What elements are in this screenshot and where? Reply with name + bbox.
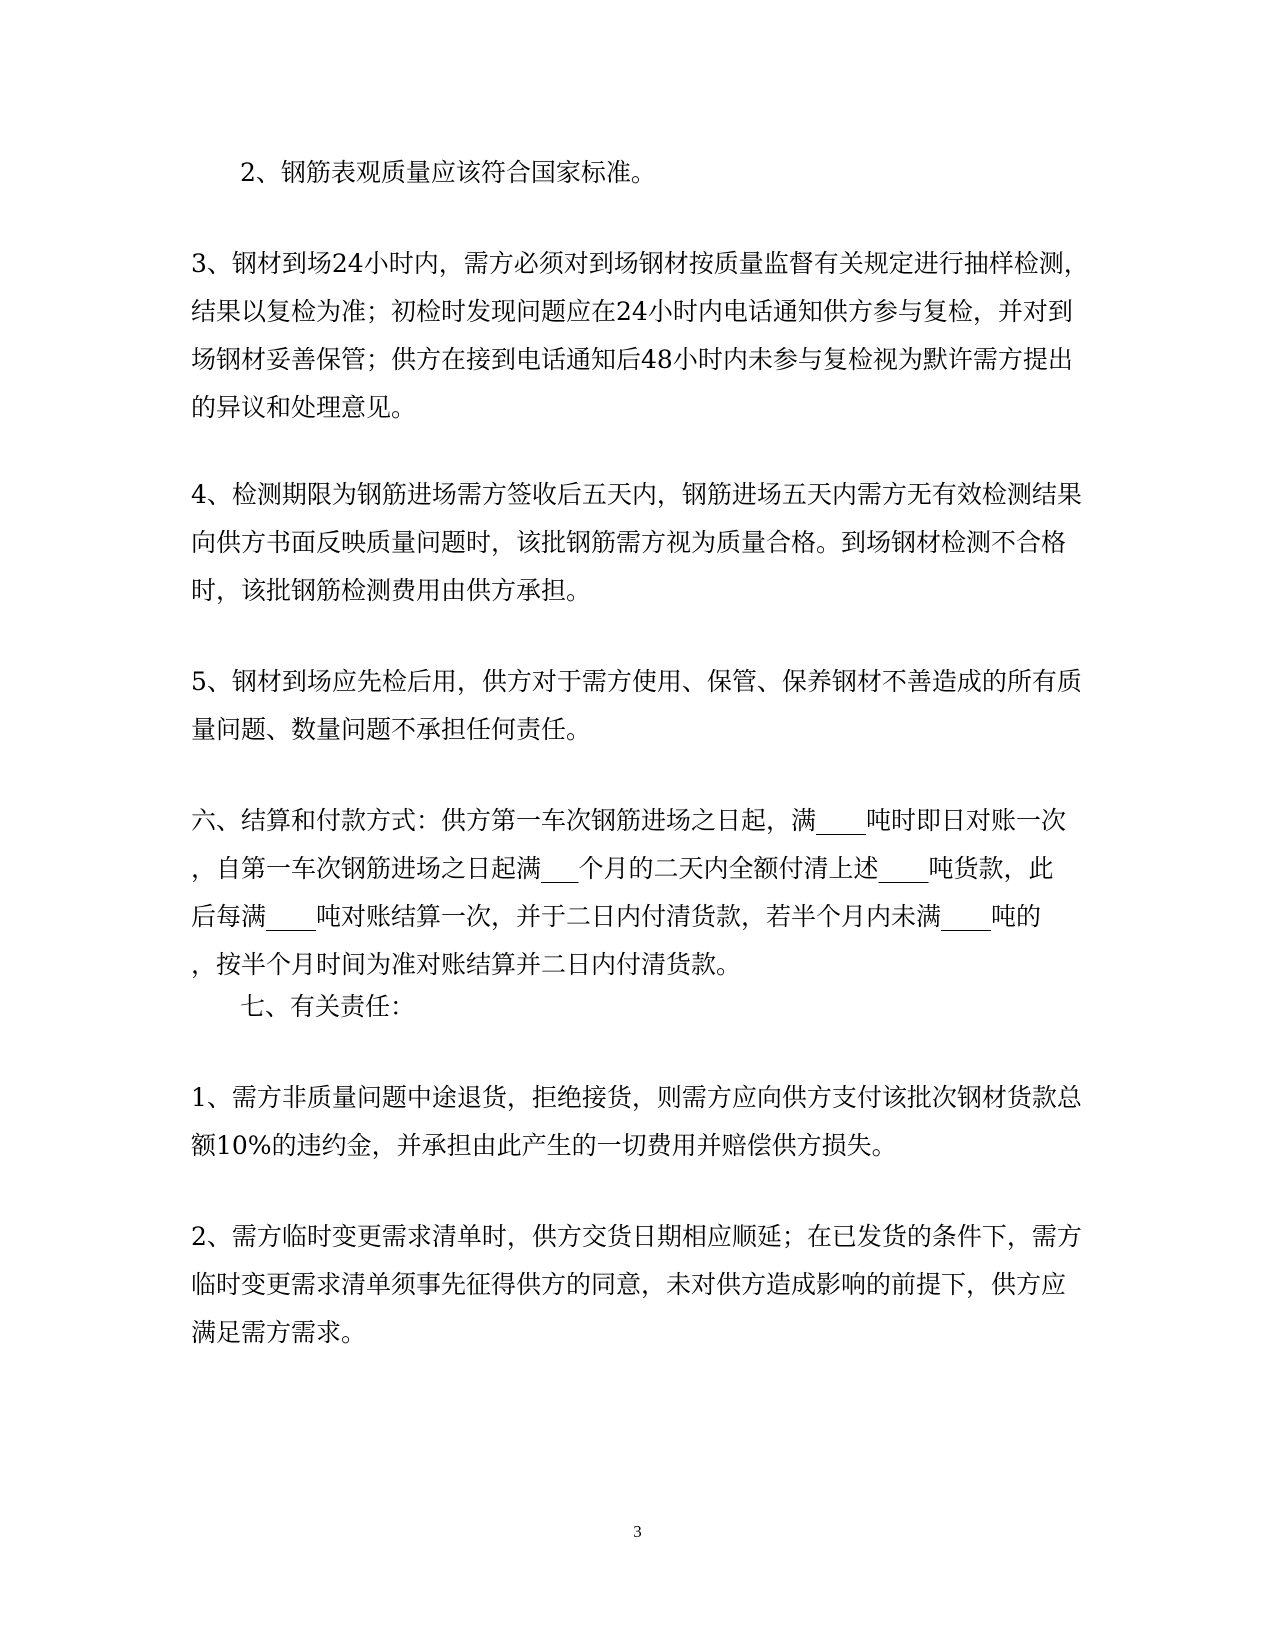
text-line: 结果以复检为准；初检时发现问题应在24小时内电话通知供方参与复检，并对到 [191,297,1073,326]
paragraph-inspection-24h [191,240,1089,432]
text-line: 2、钢筋表观质量应该符合国家标准。 [240,158,656,187]
text-line: ，按半个月时间为准对账结算并二日内付清货款。 [191,950,742,979]
paragraph-settlement-payment [191,797,1081,989]
text-line: 1、需方非质量问题中途退货，拒绝接货，则需方应向供方支付该批次钢材货款总 [191,1083,1082,1112]
text-line: 量问题、数量问题不承担任何责任。 [191,715,592,744]
paragraph-inspection-period [191,471,1081,615]
paragraph-quality-standard [240,149,1130,197]
text-line: 的异议和处理意见。 [191,393,417,422]
text-line: 2、需方临时变更需求清单时，供方交货日期相应顺延；在已发货的条件下，需方 [191,1222,1082,1251]
text-line: 六、结算和付款方式：供方第一车次钢筋进场之日起，满____吨时即日对账一次 [191,806,1067,835]
text-line: 场钢材妥善保管；供方在接到电话通知后48小时内未参与复检视为默许需方提出 [191,345,1073,374]
text-line: 满足需方需求。 [191,1318,367,1347]
text-line: 后每满____吨对账结算一次，并于二日内付清货款，若半个月内未满____吨的 [191,902,1042,931]
paragraph-inspect-before-use [191,658,1081,754]
text-line: 向供方书面反映质量问题时，该批钢筋需方视为质量合格。到场钢材检测不合格 [191,528,1067,557]
page-number: 3 [633,1522,642,1541]
text-line: 七、有关责任： [240,992,416,1021]
text-line: 临时变更需求清单须事先征得供方的同意，未对供方造成影响的前提下，供方应 [191,1270,1067,1299]
text-line: 4、检测期限为钢筋进场需方签收后五天内，钢筋进场五天内需方无有效检测结果 [191,480,1082,509]
text-line: 5、钢材到场应先检后用，供方对于需方使用、保管、保养钢材不善造成的所有质 [191,667,1082,696]
section-heading-liability [240,983,1130,1031]
text-line: 3、钢材到场24小时内，需方必须对到场钢材按质量监督有关规定进行抽样检测， [191,249,1089,278]
text-line: 时，该批钢筋检测费用由供方承担。 [191,576,592,605]
text-line: ，自第一车次钢筋进场之日起满___个月的二天内全额付清上述____吨货款，此 [191,854,1054,883]
paragraph-change-demand [191,1213,1081,1357]
paragraph-return-penalty [191,1074,1081,1170]
text-line: 额10%的违约金，并承担由此产生的一切费用并赔偿供方损失。 [191,1131,897,1160]
